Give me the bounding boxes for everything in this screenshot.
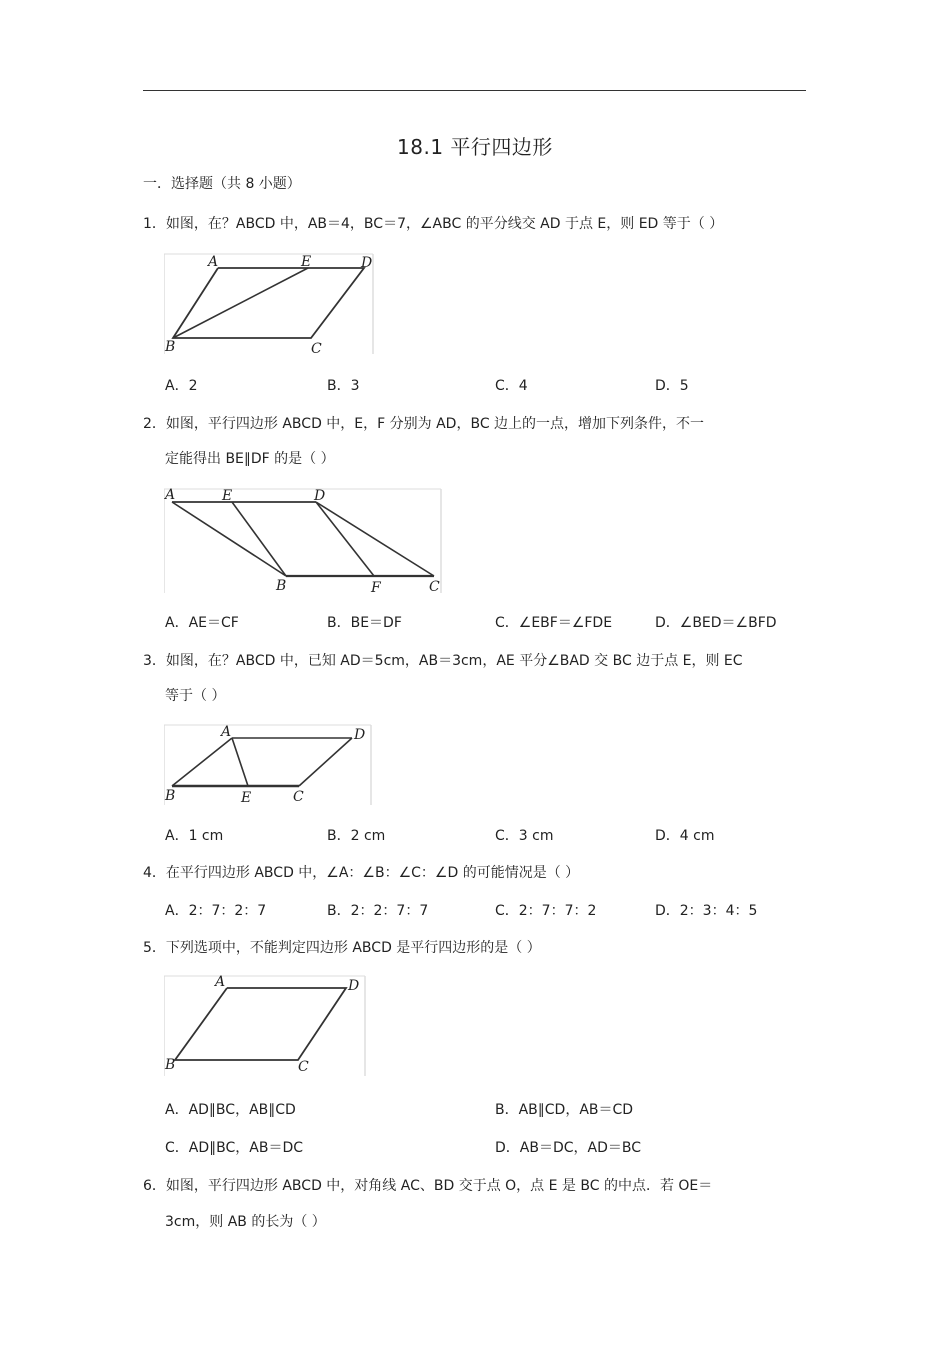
q5-option-b: B．AB∥CD，AB＝CD [495, 1102, 634, 1118]
q5-option-c: C．AD∥BC，AB＝DC [165, 1140, 304, 1156]
fig3-label-e: E [241, 790, 252, 806]
question-5-figure [164, 974, 368, 1078]
q2-option-b: B．BE＝DF [327, 615, 402, 631]
q5-option-d: D．AB＝DC，AD＝BC [495, 1140, 642, 1156]
q4-option-a: A．2：7：2：7 [165, 903, 267, 919]
fig5-label-a: A [215, 974, 226, 990]
fig3-label-c: C [293, 789, 304, 805]
question-2-stem-line2: 定能得出 BE∥DF 的是（ ） [165, 451, 335, 467]
fig1-label-e: E [301, 254, 312, 270]
q3-option-c: C．3 cm [495, 828, 554, 844]
fig5-label-b: B [165, 1057, 176, 1073]
fig3-label-a: A [221, 724, 232, 740]
fig2-label-a: A [165, 487, 176, 503]
question-5-stem: 5．下列选项中，不能判定四边形 ABCD 是平行四边形的是（ ） [143, 940, 541, 956]
q3-option-a: A．1 cm [165, 828, 224, 844]
q3-option-d: D．4 cm [655, 828, 715, 844]
q4-option-b: B．2：2：7：7 [327, 903, 429, 919]
q1-option-b: B．3 [327, 378, 360, 394]
fig2-label-e: E [222, 488, 233, 504]
question-4-stem: 4．在平行四边形 ABCD 中，∠A：∠B：∠C：∠D 的可能情况是（ ） [143, 865, 580, 881]
fig3-label-b: B [165, 788, 176, 804]
fig1-label-b: B [165, 339, 176, 355]
question-2-stem-line1: 2．如图，平行四边形 ABCD 中，E，F 分别为 AD，BC 边上的一点，增加下列条件，不一 [143, 416, 705, 432]
q2-option-c: C．∠EBF＝∠FDE [495, 615, 613, 631]
page-title: 18.1 平行四边形 [397, 135, 553, 159]
question-3-stem-line2: 等于（ ） [165, 688, 226, 704]
q4-option-d: D．2：3：4：5 [655, 903, 758, 919]
question-6-stem-line2: 3cm，则 AB 的长为（ ） [165, 1214, 326, 1230]
fig2-label-b: B [276, 578, 287, 594]
q1-option-c: C．4 [495, 378, 528, 394]
fig1-label-c: C [311, 341, 322, 357]
q1-option-d: D．5 [655, 378, 689, 394]
question-1-stem: 1．如图，在？ABCD 中，AB＝4，BC＝7，∠ABC 的平分线交 AD 于点 E，则 ED 等于（ ） [143, 216, 724, 232]
q5-option-a: A．AD∥BC，AB∥CD [165, 1102, 296, 1118]
fig2-label-f: F [371, 580, 381, 595]
q4-option-c: C．2：7：7：2 [495, 903, 597, 919]
q2-option-d: D．∠BED＝∠BFD [655, 615, 777, 631]
q2-option-a: A．AE＝CF [165, 615, 239, 631]
question-1-figure [164, 253, 376, 357]
fig5-label-d: D [348, 978, 360, 994]
question-3-figure [164, 723, 374, 807]
question-3-stem-line1: 3．如图，在？ABCD 中，已知 AD＝5cm，AB＝3cm，AE 平分∠BAD 交 BC 边于点 E，则 EC [143, 653, 743, 669]
fig2-label-d: D [314, 488, 326, 504]
fig2-label-c: C [429, 579, 440, 595]
fig1-label-a: A [208, 254, 219, 270]
question-2-figure [164, 487, 444, 595]
q3-option-b: B．2 cm [327, 828, 386, 844]
q1-option-a: A．2 [165, 378, 198, 394]
fig1-label-d: D [361, 255, 373, 271]
fig5-label-c: C [298, 1059, 309, 1075]
section-heading: 一．选择题（共 8 小题） [143, 176, 301, 192]
fig3-label-d: D [354, 727, 366, 743]
header-rule [143, 90, 806, 91]
question-6-stem-line1: 6．如图，平行四边形 ABCD 中，对角线 AC、BD 交于点 O，点 E 是 BC 的中点．若 OE＝ [143, 1178, 713, 1194]
